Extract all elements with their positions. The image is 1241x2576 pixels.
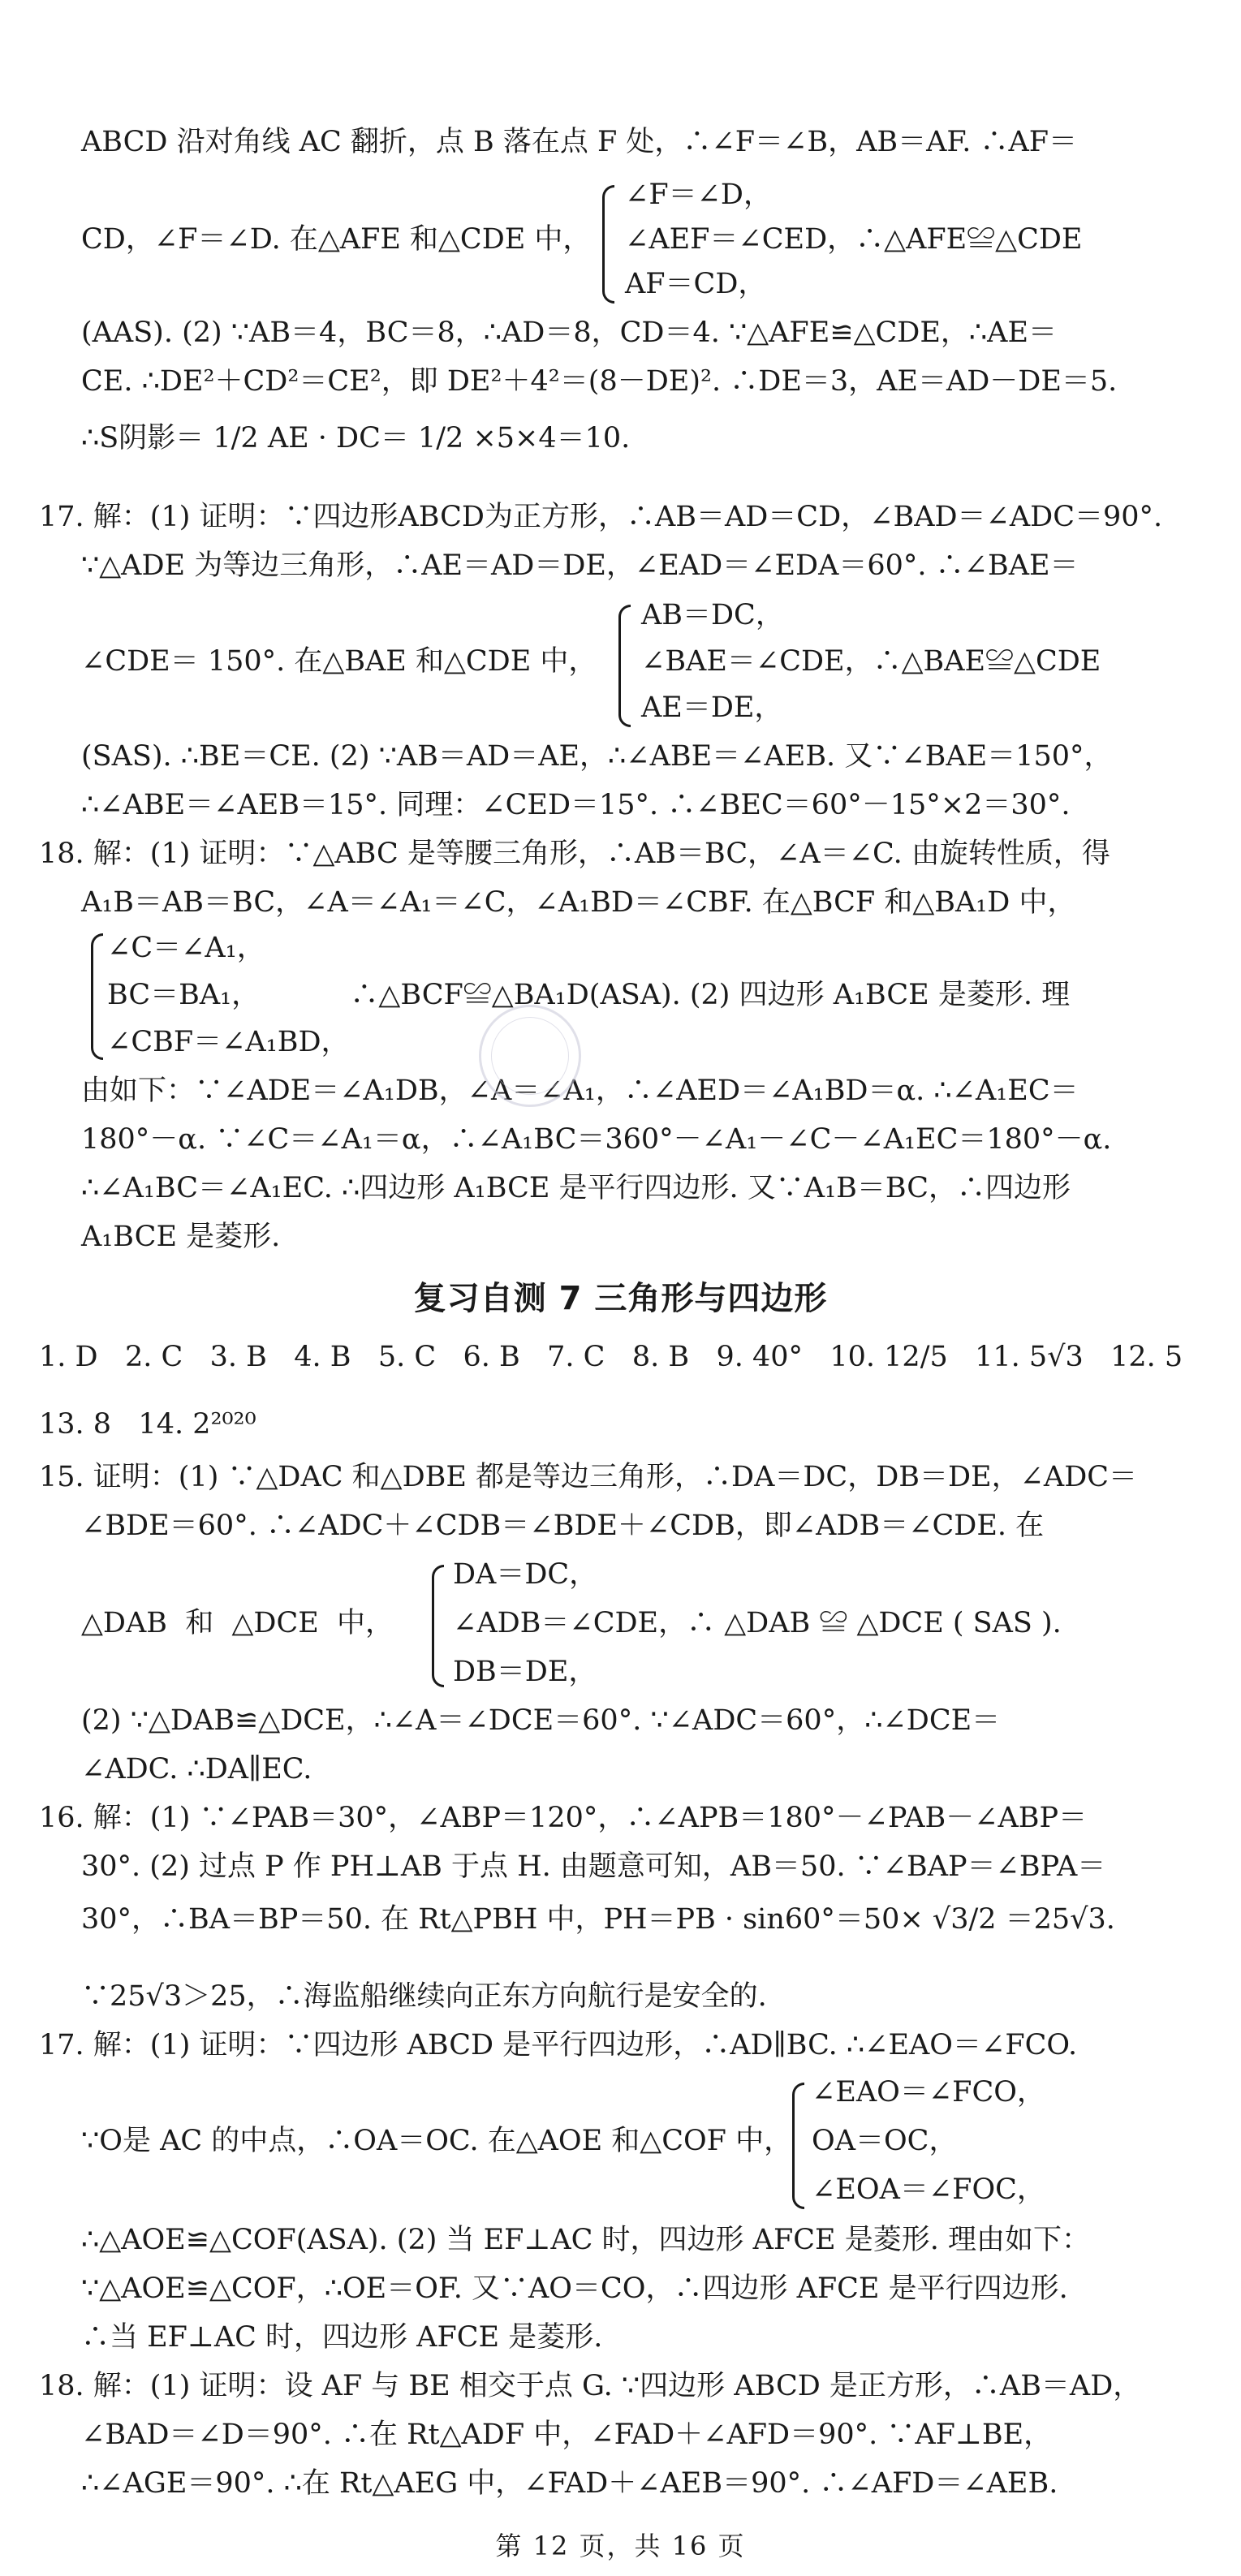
brace-icon xyxy=(602,185,614,304)
brace-item: ∠EAO＝∠FCO， xyxy=(812,2076,1045,2109)
answer-row: 1. D 2. C 3. B 4. B 5. C 6. B 7. C 8. B 9. 40° 10. 12/5 11. 5√3 12. 5 xyxy=(39,1341,1183,1373)
brace-item: ∠BAE＝∠CDE，∴△BAE≌△CDE xyxy=(641,645,1101,678)
text-line: 17. 解：(1) 证明：∵四边形 ABCD 是平行四边形，∴AD∥BC. ∴∠EAO＝∠FCO. xyxy=(39,2029,1078,2061)
brace-item: ∠EOA＝∠FOC， xyxy=(812,2173,1045,2206)
text-line: (AAS). (2) ∵AB＝4，BC＝8，∴AD＝8，CD＝4. ∵△AFE≌△CDE，∴AE＝ xyxy=(81,317,1057,349)
brace-item: ∠F＝∠D， xyxy=(625,179,772,211)
text-line: ∠CDE＝ 150°. 在△BAE 和△CDE 中， xyxy=(81,645,597,678)
text-line: 30°. (2) 过点 P 作 PH⊥AB 于点 H. 由题意可知，AB＝50. ∵∠BAP＝∠BPA＝ xyxy=(81,1850,1106,1883)
brace-icon xyxy=(792,2083,804,2209)
text-line: 16. 解：(1) ∵∠PAB＝30°，∠ABP＝120°，∴∠APB＝180°－∠PAB－∠ABP＝ xyxy=(39,1802,1088,1834)
brace-icon xyxy=(91,933,103,1060)
brace-item: DB＝DE， xyxy=(453,1656,597,1688)
watermark-stamp-icon xyxy=(479,1005,581,1107)
text-line: ∴S阴影＝ 1/2 AE · DC＝ 1/2 ×5×4＝10. xyxy=(81,422,631,454)
brace-icon xyxy=(618,605,631,727)
text-line: A₁B＝AB＝BC，∠A＝∠A₁＝∠C，∠A₁BD＝∠CBF. 在△BCF 和△BA₁D 中， xyxy=(81,886,1076,919)
text-line: ∠ADC. ∴DA∥EC. xyxy=(81,1753,312,1786)
text-line: ∵25√3＞25，∴海监船继续向正东方向航行是安全的. xyxy=(81,1980,767,2013)
text-line: ∵△ADE 为等边三角形，∴AE＝AD＝DE，∠EAD＝∠EDA＝60°. ∴∠BAE＝ xyxy=(81,549,1079,582)
text-line: ∵△AOE≌△COF，∴OE＝OF. 又∵AO＝CO，∴四边形 AFCE 是平行四边形. xyxy=(81,2272,1068,2305)
text-line: 180°－α. ∵∠C＝∠A₁＝α，∴∠A₁BC＝360°－∠A₁－∠C－∠A₁EC＝180°－α. xyxy=(81,1123,1112,1156)
brace-item: ∠AEF＝∠CED，∴△AFE≌△CDE xyxy=(625,223,1083,256)
text-line: 由如下：∵∠ADE＝∠A₁DB，∠A＝∠A₁，∴∠AED＝∠A₁BD＝α. ∴∠A₁EC＝ xyxy=(81,1075,1079,1107)
text-line: △DAB 和 △DCE 中， xyxy=(81,1607,394,1639)
brace-icon xyxy=(432,1565,444,1687)
text-line: ∠BAD＝∠D＝90°. ∴在 Rt△ADF 中，∠FAD＋∠AFD＝90°. ∵AF⊥BE， xyxy=(81,2419,1053,2451)
text-line: ∴当 EF⊥AC 时，四边形 AFCE 是菱形. xyxy=(81,2321,603,2354)
section-heading: 复习自测 7 三角形与四边形 xyxy=(413,1280,828,1317)
brace-item: AB＝DC， xyxy=(641,599,784,631)
text-line: ABCD 沿对角线 AC 翻折，点 B 落在点 F 处，∴∠F＝∠B，AB＝AF. ∴AF＝ xyxy=(81,126,1078,158)
brace-item: OA＝OC， xyxy=(812,2125,958,2157)
brace-item: BC＝BA₁， ∴△BCF≌△BA₁D(ASA). (2) 四边形 A₁BCE 是菱形. 理 xyxy=(107,979,1071,1011)
text-line: ∠BDE＝60°. ∴∠ADC＋∠CDB＝∠BDE＋∠CDB，即∠ADB＝∠CDE. 在 xyxy=(81,1510,1045,1542)
brace-item: AE＝DE， xyxy=(641,691,783,724)
text-line: (SAS). ∴BE＝CE. (2) ∵AB＝AD＝AE，∴∠ABE＝∠AEB. 又∵∠BAE＝150°， xyxy=(81,740,1113,773)
text-line: 18. 解：(1) 证明：设 AF 与 BE 相交于点 G. ∵四边形 ABCD 是正方形，∴AB＝AD， xyxy=(39,2370,1142,2402)
text-line: 18. 解：(1) 证明：∵△ABC 是等腰三角形，∴AB＝BC，∠A＝∠C. 由旋转性质，得 xyxy=(39,838,1110,870)
text-line: 17. 解：(1) 证明：∵四边形ABCD为正方形，∴AB＝AD＝CD，∠BAD＝∠ADC＝90°. xyxy=(39,501,1163,533)
brace-item: ∠CBF＝∠A₁BD， xyxy=(107,1026,350,1058)
text-line: A₁BCE 是菱形. xyxy=(81,1221,281,1253)
brace-item: DA＝DC， xyxy=(453,1558,598,1591)
text-line: ∴∠ABE＝∠AEB＝15°. 同理：∠CED＝15°. ∴∠BEC＝60°－15°×2＝30°. xyxy=(81,789,1071,821)
brace-item: ∠ADB＝∠CDE，∴ △DAB ≌ △DCE ( SAS ). xyxy=(453,1607,1062,1639)
text-line: ∴∠A₁BC＝∠A₁EC. ∴四边形 A₁BCE 是平行四边形. 又∵A₁B＝BC，∴四边形 xyxy=(81,1172,1071,1204)
text-line: ∵O是 AC 的中点，∴OA＝OC. 在△AOE 和△COF 中， xyxy=(81,2125,793,2157)
text-line: CE. ∴DE²＋CD²＝CE²，即 DE²＋4²＝(8－DE)². ∴DE＝3，AE＝AD－DE＝5. xyxy=(81,365,1118,398)
text-line: 15. 证明：(1) ∵△DAC 和△DBE 都是等边三角形，∴DA＝DC，DB＝DE，∠ADC＝ xyxy=(39,1461,1138,1493)
answer-row: 13. 8 14. 2²⁰²⁰ xyxy=(39,1408,256,1441)
text-line: 30°，∴BA＝BP＝50. 在 Rt△PBH 中，PH＝PB · sin60°＝50× √3/2 ＝25√3. xyxy=(81,1903,1115,1936)
text-line: ∴∠AGE＝90°. ∴在 Rt△AEG 中，∠FAD＋∠AEB＝90°. ∴∠AFD＝∠AEB. xyxy=(81,2467,1058,2500)
text-line: CD，∠F＝∠D. 在△AFE 和△CDE 中， xyxy=(81,223,592,256)
text-line: ∴△AOE≌△COF(ASA). (2) 当 EF⊥AC 时，四边形 AFCE 是菱形. 理由如下： xyxy=(81,2224,1090,2256)
page-footer: 第 12 页，共 16 页 xyxy=(495,2531,746,2561)
brace-item: ∠C＝∠A₁， xyxy=(107,932,265,964)
text-line: (2) ∵△DAB≌△DCE，∴∠A＝∠DCE＝60°. ∵∠ADC＝60°，∴∠DCE＝ xyxy=(81,1704,1001,1737)
brace-item: AF＝CD， xyxy=(625,268,767,300)
